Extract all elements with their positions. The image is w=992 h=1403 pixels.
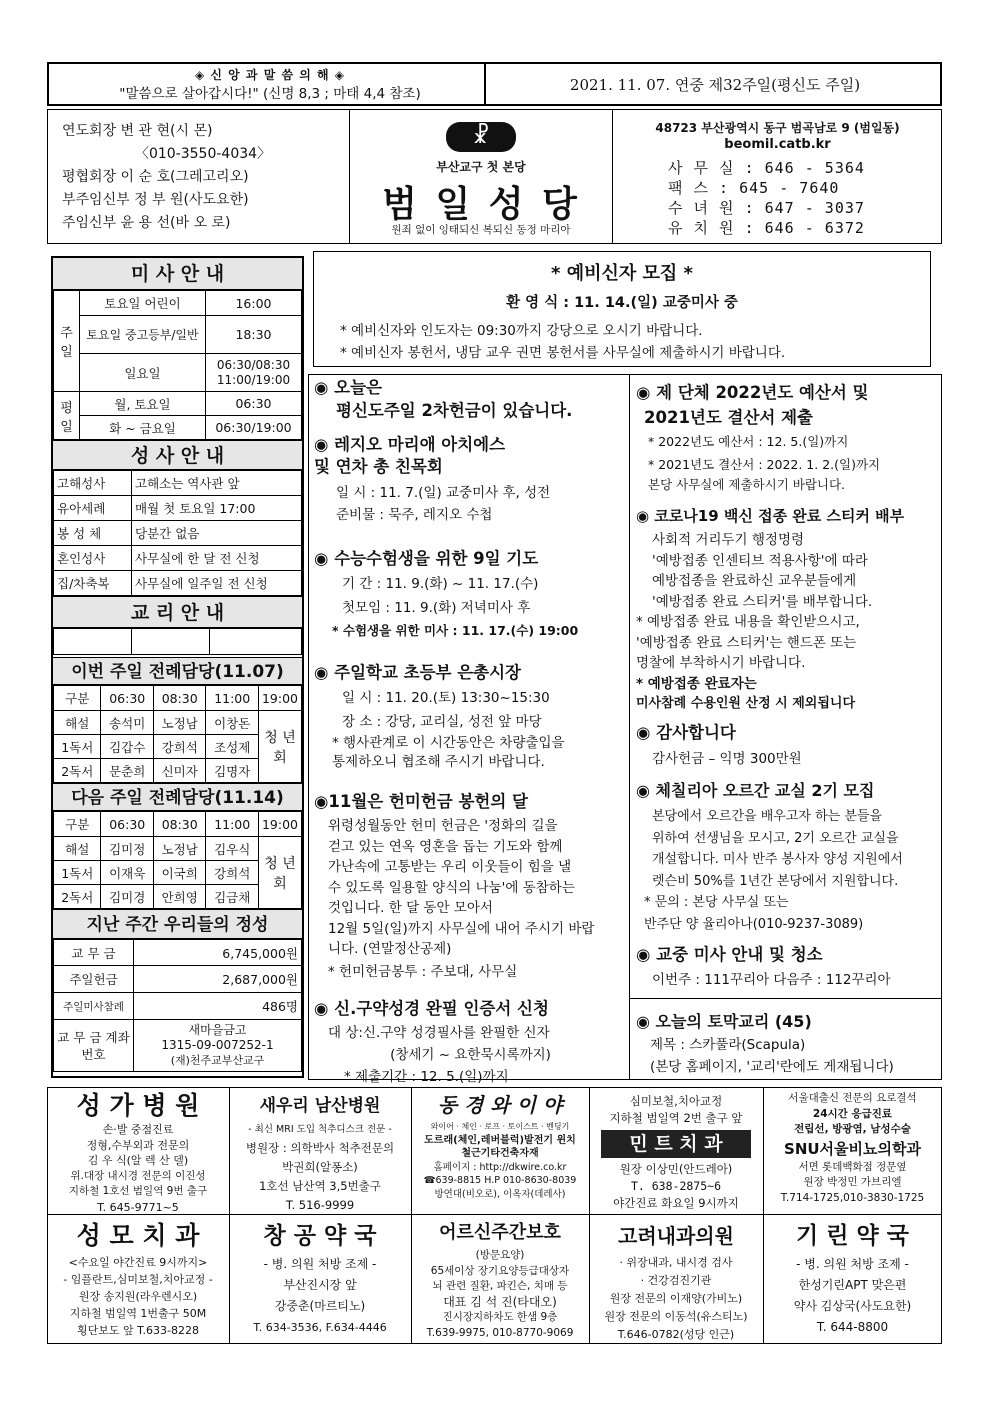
doctrine-cell <box>54 629 132 655</box>
notice-rice-offering <box>314 788 627 996</box>
ad-line: 65세이상 장기요양등급대상자 <box>430 1264 570 1277</box>
ad-line: T. 645-9771~5 <box>97 1200 179 1214</box>
notice-text: 본당 사무실에 제출하시기 바랍니다. <box>648 477 846 492</box>
notice-title: ◉ 교중 미사 안내 및 청소 <box>636 945 823 964</box>
notice-organ-class <box>636 776 938 940</box>
account-bank: 새마을금고 <box>188 1023 247 1037</box>
notice-today <box>314 378 627 434</box>
ad-line: T. 644-8800 <box>816 1320 889 1334</box>
account-number: 1315-09-007252-1 <box>161 1038 274 1052</box>
notice-text: 렛슨비 50%를 1년간 본당에서 지원합니다. <box>652 873 899 889</box>
parish-dedication: 원죄 없이 잉태되신 복되신 동정 마리아 <box>391 224 571 236</box>
ad-line: 방연대(비오로), 이옥자(데레사) <box>434 1188 566 1200</box>
parish-logo: ☧ <box>446 122 516 152</box>
duty-person: 김미경 <box>101 885 153 909</box>
ad-line: T. 634-3536, F.634-4446 <box>253 1321 387 1334</box>
notice-text: 본당에서 오르간을 배우고자 하는 분들을 <box>652 809 883 824</box>
notice-vaccine-sticker <box>636 502 938 718</box>
ad-title: 창 공 약 국 <box>263 1223 377 1249</box>
ad-korea-clinic <box>591 1218 761 1344</box>
notice-title: ◉11월은 헌미헌금 봉헌의 달 <box>314 792 528 811</box>
ad-line: T. 516-9999 <box>285 1198 355 1212</box>
ad-line: 부산진시장 앞 <box>283 1278 357 1292</box>
sacrament-name: 유아세례 <box>54 496 132 521</box>
ad-line: - 병. 의원 처방 조제 - <box>263 1257 377 1271</box>
staff-line: 주임신부 윤 용 선(바 오 로) <box>62 215 231 231</box>
ad-line: ☎639-8815 H.P 010-8630-8039 <box>423 1175 577 1186</box>
ad-title: 어르신주간보호 <box>439 1222 561 1243</box>
sacrament-table <box>53 470 302 596</box>
notice-text: 첫모임 : 11. 9.(화) 저녁미사 후 <box>342 600 531 616</box>
doctrine-cell <box>210 629 302 655</box>
ad-divider <box>229 1087 230 1344</box>
ad-line: 1호선 남산역 3,5번출구 <box>259 1179 381 1193</box>
mass-time: 06:30 <box>206 392 302 416</box>
duty-person: 안희영 <box>153 885 205 909</box>
duty-head: 구분 <box>54 686 101 711</box>
mass-name: 토요일 어린이 <box>80 291 206 316</box>
notice-text: 통제하오니 협조해 주시기 바랍니다. <box>332 754 545 770</box>
duty-head: 11:00 <box>206 686 259 711</box>
mass-table <box>53 290 302 440</box>
duty-role: 2독서 <box>54 885 101 909</box>
ad-line: - 임플란트,심미보철,치아교정 - <box>63 1273 213 1286</box>
duty-head: 19:00 <box>258 812 301 837</box>
notice-text: 기 간 : 11. 9.(화) ~ 11. 17.(수) <box>342 576 539 592</box>
ad-divider <box>589 1087 590 1344</box>
mass-time: 06:30/08:30 11:00/19:00 <box>206 354 302 392</box>
sacrament-info: 당분간 없음 <box>132 521 302 546</box>
notice-text: '예방접종 완료 스티커'는 핸드폰 또는 <box>636 634 857 651</box>
notice-text: 개설합니다. 미사 반주 봉사자 양성 지원에서 <box>652 852 903 867</box>
ad-line: T.646-0782(성당 인근) <box>617 1328 735 1341</box>
header-divider-1 <box>349 109 350 244</box>
duty-person: 김명자 <box>206 759 259 783</box>
ad-sungga-hospital <box>49 1090 227 1215</box>
notice-text: (창세기 ~ 요한묵시록까지) <box>390 1047 551 1063</box>
sacrament-info: 사무실에 일주일 전 신청 <box>132 571 302 596</box>
duty-role: 1독서 <box>54 735 101 759</box>
ad-line: T.714-1725,010-3830-1725 <box>780 1191 925 1204</box>
mass-name: 토요일 중고등부/일반 <box>80 316 206 354</box>
banner-divider <box>484 62 486 106</box>
duty-person: 강희석 <box>206 861 259 885</box>
header-divider-2 <box>612 109 613 244</box>
ad-snu-urology <box>765 1091 940 1206</box>
offering-amount: 2,687,000원 <box>134 966 302 993</box>
ad-line: · 위장내과, 내시경 검사 <box>619 1256 733 1269</box>
duty-this-table <box>53 685 302 783</box>
notice-text: 위령성월동안 헌미 헌금은 '정화의 길을 <box>328 818 558 834</box>
ad-title: 기 린 약 국 <box>796 1223 909 1249</box>
duty-person: 김갑수 <box>101 735 153 759</box>
articles-divider <box>629 374 630 1080</box>
duty-head: 11:00 <box>206 812 259 837</box>
ad-title: 새우리 남산병원 <box>259 1096 381 1116</box>
duty-person: 신미자 <box>153 759 205 783</box>
phone-list <box>668 158 938 238</box>
offering-label: 교 무 금 <box>54 940 134 966</box>
notice-thanks <box>636 718 938 776</box>
notice-text: 미사참례 수용인원 산정 시 제외됩니다 <box>636 696 856 711</box>
notice-title-cont: 2021년도 결산서 제출 <box>644 408 813 427</box>
notice-text: 수 있도록 일용할 양식의 나눔'에 동참하는 <box>328 879 575 896</box>
duty-role: 해설 <box>54 837 101 861</box>
offering-title: 지난 주간 우리들의 정성 <box>53 909 302 939</box>
ad-line: T. 638-2875~6 <box>630 1179 721 1193</box>
duty-person: 김우식 <box>206 837 259 861</box>
duty-role: 2독서 <box>54 759 101 783</box>
ad-daycare <box>413 1218 587 1341</box>
notice-text: * 제출기간 : 12. 5.(일)까지 <box>344 1069 509 1085</box>
doctrine-cell <box>132 629 210 655</box>
ad-line: 위.대장 내시경 전문의 이진성 <box>70 1169 206 1182</box>
ad-line: 서울대출신 전문의 요로결석 <box>788 1092 917 1104</box>
toma-text: 제목 : 스카풀라(Scapula) <box>650 1037 806 1053</box>
notice-title-cont: 및 연차 총 친목회 <box>314 457 443 476</box>
motto-text: "말씀으로 살아갑시다!" (신명 8,3 ; 마태 4,4 참조) <box>119 86 421 102</box>
duty-person: 김금채 <box>206 885 259 909</box>
mass-time: 16:00 <box>206 291 302 316</box>
staff-list <box>62 120 344 235</box>
notice-text: * 예방접종 완료자는 <box>636 675 757 692</box>
sacrament-name: 봉 성 체 <box>54 521 132 546</box>
notice-title: ◉ 제 단체 2022년도 예산서 및 <box>636 383 869 402</box>
parish-website[interactable]: beomil.catb.kr <box>724 137 831 152</box>
notice-text: '예방접종 완료 스티커'를 배부합니다. <box>652 593 873 610</box>
notice-text: 장 소 : 강당, 교리실, 성전 앞 마당 <box>342 714 542 730</box>
right-column <box>636 380 938 996</box>
ad-title: 성 가 병 원 <box>76 1091 200 1120</box>
ad-line: 병원장 : 의학박사 척추전문의 <box>245 1141 395 1155</box>
notice-title: ◉ 주일학교 초등부 은총시장 <box>314 663 521 682</box>
ad-line: 도르래(체인,레버블럭)발전기 윈치 <box>424 1134 576 1146</box>
notice-exam-prayer <box>314 546 627 660</box>
notice-grace-market <box>314 660 627 788</box>
ad-line: 심미보철,치아교정 <box>629 1094 723 1108</box>
ad-title: 성 모 치 과 <box>76 1221 200 1250</box>
staff-line: 평협회장 이 순 호(그레고리오) <box>62 169 249 185</box>
notice-text: 감사헌금 – 익명 300만원 <box>652 751 802 767</box>
duty-head: 06:30 <box>101 812 153 837</box>
notice-title: ◉ 수능수험생을 위한 9일 기도 <box>314 549 539 568</box>
notice-text: 일 시 : 11. 7.(일) 교중미사 후, 성전 <box>336 485 551 501</box>
notice-legio <box>314 434 627 546</box>
ad-title: 동 경 와 이 야 <box>437 1093 563 1117</box>
catechumen-title: * 예비신자 모집 * <box>551 263 693 284</box>
ad-line: 약사 김상국(사도요한) <box>793 1299 912 1313</box>
middle-column <box>314 378 627 1086</box>
ad-line: 강중춘(마르티노) <box>274 1299 366 1313</box>
mass-title: 미 사 안 내 <box>53 258 302 290</box>
notice-text: 명찰에 부착하시기 바랍니다. <box>636 655 806 671</box>
sunday-label: 주 일 <box>54 291 80 392</box>
notice-text: * 2022년도 예산서 : 12. 5.(일)까지 <box>648 434 849 449</box>
weekday-label: 평 일 <box>54 392 80 440</box>
duty-person: 노정남 <box>153 711 205 735</box>
duty-head: 19:00 <box>258 686 301 711</box>
phone-line: 팩 스 : 645 - 7640 <box>668 179 840 197</box>
ad-line: (방문요양) <box>475 1249 525 1261</box>
diocese-label: 부산교구 첫 본당 <box>436 160 526 174</box>
toma-divider <box>630 998 942 999</box>
ad-title: SNU서울비뇨의학과 <box>784 1139 921 1158</box>
ad-sungmo-dental <box>49 1218 227 1339</box>
notice-text: * 예방접종 완료 내용을 확인받으시고, <box>636 614 860 630</box>
phone-line: 유 치 원 : 646 - 6372 <box>668 219 865 237</box>
duty-person: 강희석 <box>153 735 205 759</box>
ad-line: - 병. 의원 처방 조제 - <box>796 1257 909 1271</box>
notice-title: ◉ 코로나19 백신 접종 완료 스티커 배부 <box>636 507 905 525</box>
duty-person: 문춘희 <box>101 759 153 783</box>
offering-amount: 486명 <box>134 993 302 1020</box>
staff-line: 부주임신부 정 부 원(사도요한) <box>62 192 249 208</box>
ad-mint-dental <box>591 1093 761 1212</box>
duty-this-title: 이번 주일 전례담당(11.07) <box>53 657 302 685</box>
notice-text: * 헌미헌금봉투 : 주보대, 사무실 <box>328 963 518 980</box>
toma-text: (본당 홈페이지, '교리'란에도 게재됩니다) <box>650 1059 894 1075</box>
ad-line: 철근기타건축자재 <box>461 1148 539 1159</box>
ad-line: · 건강검진기관 <box>640 1274 712 1287</box>
ad-line: 야간진료 화요일 9시까지 <box>613 1196 739 1210</box>
notice-text: * 행사관계로 이 시간동안은 차량출입을 <box>332 735 565 751</box>
ad-line[interactable]: 홈페이지 : http://dkwire.co.kr <box>433 1161 567 1173</box>
sacrament-name: 혼인성사 <box>54 546 132 571</box>
notice-text: 것입니다. 한 달 동안 모아서 <box>328 900 493 916</box>
mass-name: 화 ~ 금요일 <box>80 416 206 440</box>
offering-table <box>53 939 302 1072</box>
phone-line: 수 녀 원 : 647 - 3037 <box>668 199 865 217</box>
account-label: 교 무 금 계좌번호 <box>54 1020 134 1072</box>
sacrament-info: 고해소는 역사관 앞 <box>132 471 302 496</box>
ad-line: 서면 롯데백화점 정문옆 <box>798 1160 907 1173</box>
ad-line: 지하철 범일역 2번 출구 앞 <box>609 1111 743 1125</box>
notice-title: ◉ 감사합니다 <box>636 723 736 742</box>
ad-line: 와이어 · 체인 · 로프 · 토이스트 · 벤딩기 <box>430 1122 570 1131</box>
toma-doctrine <box>636 1010 938 1078</box>
notice-text: 대 상:신.구약 성경필사를 완필한 신자 <box>328 1025 550 1041</box>
toma-title: ◉ 오늘의 토막교리 (45) <box>636 1012 812 1031</box>
phone-line: 사 무 실 : 646 - 5364 <box>668 159 865 177</box>
ad-line: 정형,수부외과 전문의 <box>86 1138 190 1152</box>
offering-label: 주일미사참례 <box>54 993 134 1020</box>
offering-label: 주일헌금 <box>54 966 134 993</box>
sacrament-info: 사무실에 한 달 전 신청 <box>132 546 302 571</box>
ad-line: 한성기린APT 맞은편 <box>798 1278 907 1292</box>
notice-bible-certificate <box>314 996 627 1086</box>
ad-line: 김 우 식(알 렉 산 델) <box>87 1154 189 1167</box>
notice-text: 걷고 있는 연옥 영혼을 돕는 기도와 함께 <box>328 838 563 855</box>
ad-line: 원장 전문의 이동석(유스티노) <box>604 1310 748 1323</box>
notice-title: ◉ 체칠리아 오르간 교실 2기 모집 <box>636 781 875 800</box>
duty-role: 1독서 <box>54 861 101 885</box>
notice-text: 반주단 양 율리아나(010-9237-3089) <box>644 916 864 932</box>
notice-text: * 2021년도 결산서 : 2022. 1. 2.(일)까지 <box>648 457 881 472</box>
ad-line: - 최신 MRI 도입 척추디스크 전문 - <box>248 1124 392 1135</box>
catechumen-ceremony: 환 영 식 : 11. 14.(일) 교중미사 중 <box>506 295 738 311</box>
notice-text: 사회적 거리두기 행정명령 <box>652 532 805 548</box>
duty-person: 이창돈 <box>206 711 259 735</box>
ad-title: 고려내과의원 <box>618 1224 734 1248</box>
duty-person: 이국희 <box>153 861 205 885</box>
ad-line: 지하철 1호선 범일역 9번 출구 <box>68 1185 208 1197</box>
duty-head: 08:30 <box>153 686 205 711</box>
duty-head: 08:30 <box>153 812 205 837</box>
youth-group: 청 년 회 <box>258 837 301 909</box>
ad-line: T.639-9975, 010-8770-9069 <box>426 1326 574 1339</box>
duty-person: 송석미 <box>101 711 153 735</box>
notice-text: 12월 5일(일)까지 사무실에 내어 주시기 바랍 <box>328 920 595 937</box>
youth-group: 청 년 회 <box>258 711 301 783</box>
mass-name: 월, 토요일 <box>80 392 206 416</box>
parish-address: 48723 부산광역시 동구 범곡남로 9 (범일동) <box>655 121 900 135</box>
ad-line: 24시간 응급진료 <box>812 1107 893 1120</box>
notice-text: '예방접종 인센티브 적용사항'에 따라 <box>652 552 868 569</box>
duty-head: 구분 <box>54 812 101 837</box>
duty-head: 06:30 <box>101 686 153 711</box>
sacrament-info: 매월 첫 토요일 17:00 <box>132 496 302 521</box>
duty-person: 노정남 <box>153 837 205 861</box>
notice-text: 위하여 선생님을 모시고, 2기 오르간 교실을 <box>652 830 899 846</box>
ad-line: 뇌 관련 질환, 파킨슨, 치매 등 <box>432 1280 568 1292</box>
ad-line: 지하철 범일역 1번출구 50M <box>69 1307 207 1320</box>
notice-text: 이번주 : 111꾸리아 다음주 : 112꾸리아 <box>652 972 891 988</box>
sacrament-name: 고해성사 <box>54 471 132 496</box>
ad-title: 민 트 치 과 <box>601 1130 751 1158</box>
offering-amount: 6,745,000원 <box>134 940 302 966</box>
duty-next-table <box>53 811 302 909</box>
notice-line: * 예비신자와 인도자는 09:30까지 강당으로 오시기 바랍니다. <box>340 323 703 339</box>
ad-changgong-pharmacy <box>231 1218 409 1338</box>
duty-person: 김미정 <box>101 837 153 861</box>
duty-person: 조성제 <box>206 735 259 759</box>
doctrine-title: 교 리 안 내 <box>53 596 302 628</box>
staff-line: 〈010-3550-4034〉 <box>134 146 272 162</box>
ad-line: 손·발 중점진료 <box>102 1123 174 1136</box>
notice-title: ◉ 신.구약성경 완필 인증서 신청 <box>314 999 549 1018</box>
ad-divider <box>763 1087 764 1344</box>
notice-text: 일 시 : 11. 20.(토) 13:30~15:30 <box>342 690 550 706</box>
notice-title: ◉ 오늘은 <box>314 378 382 397</box>
ad-divider <box>411 1087 412 1344</box>
notice-mass-cleaning <box>636 940 938 996</box>
duty-role: 해설 <box>54 711 101 735</box>
ad-line: 전립선, 방광염, 남성수술 <box>794 1123 911 1135</box>
ad-line: 박권희(알퐁소) <box>282 1160 358 1174</box>
duty-person: 이재욱 <box>101 861 153 885</box>
catechumen-lines <box>340 320 928 364</box>
notice-text: * 문의 : 본당 사무실 또는 <box>644 895 789 910</box>
doctrine-table <box>53 628 302 655</box>
duty-next-title: 다음 주일 전례담당(11.14) <box>53 783 302 811</box>
mass-time: 18:30 <box>206 316 302 354</box>
sacrament-name: 집/차축복 <box>54 571 132 596</box>
ad-line: 원장 박정민 가브리엘 <box>803 1176 902 1188</box>
notice-line: * 예비신자 봉헌서, 냉담 교우 권면 봉헌서를 사무실에 제출하시기 바랍니다. <box>340 345 786 361</box>
account-holder: (재)천주교부산교구 <box>170 1054 265 1067</box>
ad-kirin-pharmacy <box>765 1218 940 1338</box>
ad-line: <수요일 야간진료 9시까지> <box>68 1256 208 1269</box>
notice-text: * 수험생을 위한 미사 : 11. 17.(수) 19:00 <box>332 623 579 638</box>
ad-line: 원장 송지원(라우렌시오) <box>78 1290 198 1303</box>
ad-line: 진시장지하차도 한샘 9층 <box>442 1311 558 1323</box>
ad-line: 원장 이상민(안드레아) <box>619 1162 733 1176</box>
date-line: 2021. 11. 07. 연중 제32주일(평신도 주일) <box>569 76 861 94</box>
notice-title: ◉ 레지오 마리애 아치에스 <box>314 435 506 454</box>
ad-dongkyung-wire <box>413 1090 587 1201</box>
notice-text: 니다. (연말정산공제) <box>328 941 452 957</box>
motto-title: ◈ 신 앙 과 말 씀 의 해 ◈ <box>194 68 346 82</box>
notice-budget <box>636 380 938 502</box>
ad-saeuri-hospital <box>231 1092 409 1215</box>
mass-name: 일요일 <box>80 354 206 392</box>
sacrament-title: 성 사 안 내 <box>53 440 302 470</box>
mass-time: 06:30/19:00 <box>206 416 302 440</box>
notice-text: 가난속에 고통받는 우리 이웃들이 힘을 낼 <box>328 859 572 875</box>
parish-name: 범 일 성 당 <box>382 183 580 225</box>
notice-text: 준비물 : 묵주, 레지오 수첩 <box>336 507 493 523</box>
ad-line: 대표 김 석 진(타대오) <box>443 1294 557 1309</box>
staff-line: 연도회장 변 관 현(시 몬) <box>62 123 213 139</box>
ad-line: 횡단보도 앞 T.633-8228 <box>77 1324 199 1337</box>
ad-line: 원장 전문의 이재양(가비노) <box>609 1292 743 1305</box>
notice-text: 예방접종을 완료하신 교우분들에게 <box>652 573 857 589</box>
notice-text: 평신도주일 2차헌금이 있습니다. <box>336 401 573 420</box>
